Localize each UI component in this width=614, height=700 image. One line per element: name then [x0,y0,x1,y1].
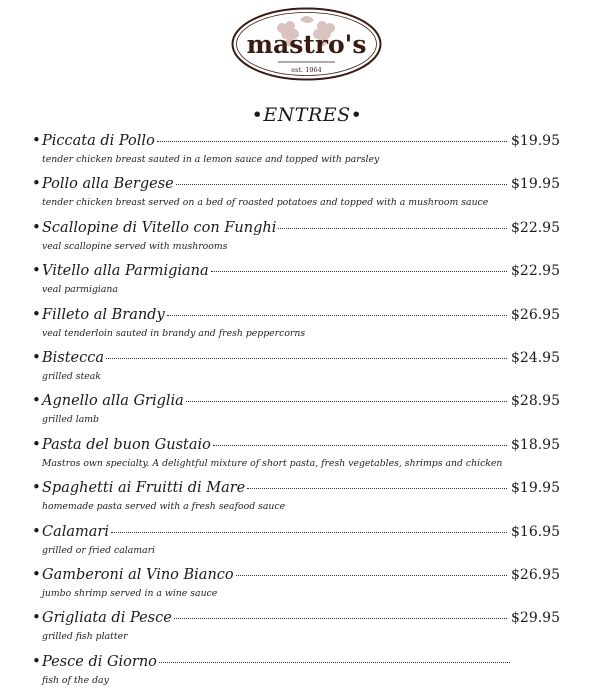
dish-name: Pasta del buon Gustaio [42,436,211,453]
menu-item-row [32,565,560,587]
menu-item [32,305,560,348]
menu-item-row [32,435,560,457]
menu-item-row [32,348,560,370]
menu-item-row [32,391,560,413]
dish-description: tender chicken breast served on a bed of roasted potatoes and topped with a mushroom sauce [42,197,489,209]
dish-description: tender chicken breast sauted in a lemon sauce and topped with parsley [42,154,380,165]
dish-description: veal parmigiana [42,284,118,296]
menu-item [32,652,560,695]
dotted-leader [211,271,507,272]
bullet: • [32,564,41,583]
dotted-leader [157,141,507,142]
dotted-leader [106,358,507,359]
dish-name: Filleto al Brandy [42,306,165,323]
dish-price: $28.95 [511,393,560,410]
bullet: • [32,174,41,193]
logo-emblem [230,6,383,82]
entres-menu [32,131,560,695]
dish-name: Pesce di Giorno [42,653,157,670]
dotted-leader [247,488,507,489]
menu-item-row [32,652,514,674]
dotted-leader [278,228,507,229]
menu-item [32,131,560,174]
dish-description: jumbo shrimp served in a wine sauce [42,587,218,599]
menu-item [32,435,560,478]
menu-item-row [32,478,560,500]
dish-name: Pollo alla Bergese [42,176,174,193]
dish-description: fish of the day [42,674,109,686]
bullet: • [32,261,41,280]
menu-item-row [32,218,560,240]
dish-price: $18.95 [511,436,560,453]
bullet: • [32,131,41,149]
dish-name: Vitello alla Parmigiana [42,263,209,280]
dotted-leader [174,618,507,619]
menu-item [32,174,560,217]
dish-price: $19.95 [511,133,560,149]
dish-name: Gamberoni al Vino Bianco [42,566,234,583]
bullet: • [32,434,41,453]
menu-item [32,218,560,261]
dish-price: $26.95 [511,306,560,323]
dotted-leader [111,532,507,533]
bullet: • [32,347,41,366]
dotted-leader [176,184,507,185]
dish-price: $29.95 [511,610,560,627]
mastros-logo [230,6,383,82]
bullet: • [32,521,41,540]
menu-item [32,348,560,391]
dish-name: Bistecca [42,349,105,366]
menu-item [32,565,560,608]
bullet: • [32,608,41,627]
bullet: • [32,478,41,497]
dish-description: grilled or fried calamari [42,544,156,556]
menu-item [32,391,560,434]
dish-price: $19.95 [511,176,560,193]
bullet: • [32,217,41,236]
dotted-leader [186,401,507,402]
dish-price: $26.95 [511,566,560,583]
dish-description: veal tenderloin sauted in brandy and fresh peppercorns [42,327,306,339]
menu-item-row [32,174,560,196]
dish-price: $22.95 [511,263,560,280]
dish-price: $16.95 [511,523,560,540]
dish-price: $22.95 [511,219,560,236]
dotted-leader [167,315,507,316]
dish-description: veal scallopine served with mushrooms [42,240,228,252]
dotted-leader [213,445,507,446]
bullet: • [32,651,41,670]
dish-price: $19.95 [511,480,560,497]
dish-description: grilled lamb [42,414,100,426]
dish-name: Scallopine di Vitello con Funghi [42,219,277,236]
menu-item [32,478,560,521]
menu-item [32,608,560,651]
bullet: • [32,391,41,410]
dish-description: grilled fish platter [42,631,128,643]
section-title: •ENTRES• [251,104,363,126]
dish-name: Calamari [42,523,109,540]
dish-name: Grigliata di Pesce [42,610,172,627]
dotted-leader [159,662,510,663]
dish-description: Mastros own specialty. A delightful mixture of short pasta, fresh vegetables, shrimps and chicken [42,457,503,469]
menu-item-row [32,522,560,544]
menu-item-row [32,261,560,283]
menu-item-row [32,608,560,630]
menu-item-row [32,305,560,327]
menu-item [32,261,560,304]
dish-name: Piccata di Pollo [42,133,155,149]
menu-item [32,522,560,565]
logo-name: mastro's [246,30,367,59]
menu-item-row [32,131,560,153]
dish-name: Spaghetti ai Fruitti di Mare [42,480,246,497]
dish-name: Agnello alla Griglia [42,393,184,410]
dish-description: homemade pasta served with a fresh seafood sauce [42,501,286,513]
dotted-leader [236,575,507,576]
dish-price: $24.95 [511,349,560,366]
logo-established: est. 1964 [291,66,322,74]
bullet: • [32,304,41,323]
dish-description: grilled steak [42,370,101,382]
